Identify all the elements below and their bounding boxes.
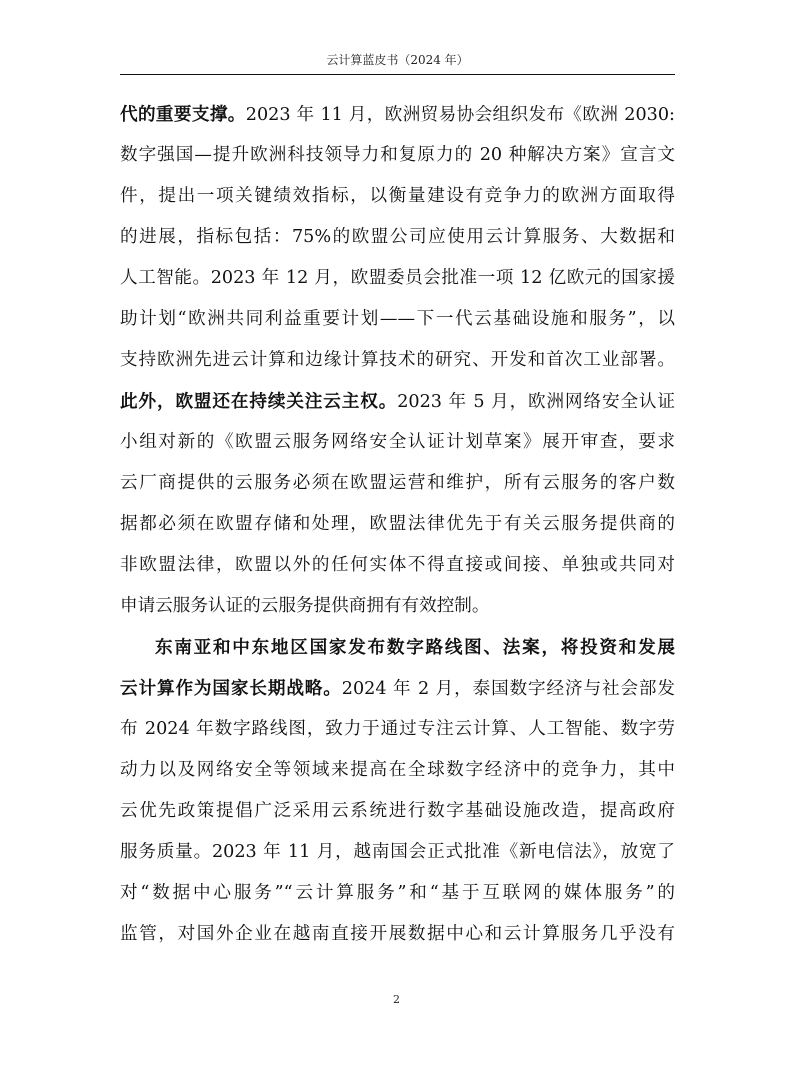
bold-lead: 此外，欧盟还在持续关注云主权。	[120, 391, 398, 412]
text-line	[120, 340, 675, 381]
text-line	[120, 463, 675, 504]
paragraph	[120, 94, 675, 627]
page-number: 2	[393, 993, 400, 1006]
bold-lead: 云计算作为国家长期战略。	[120, 678, 342, 699]
line-text: 2023 年 5 月，欧洲网络安全认证	[397, 392, 675, 412]
line-text: 申请云服务认证的云服务提供商拥有有效控制。	[120, 596, 490, 616]
text-line	[120, 381, 675, 422]
line-text: 件，提出一项关键绩效指标，以衡量建设有竞争力的欧洲方面取得	[120, 186, 675, 206]
line-text: 对“数据中心服务”“云计算服务”和“基于互联网的媒体服务”的	[120, 883, 675, 903]
text-line	[120, 217, 675, 258]
line-text: 人工智能。2023 年 12 月，欧盟委员会批准一项 12 亿欧元的国家援	[120, 268, 675, 288]
paragraph	[120, 627, 675, 955]
text-line	[120, 176, 675, 217]
line-text: 小组对新的《欧盟云服务网络安全认证计划草案》展开审查，要求	[120, 432, 675, 452]
text-line	[120, 668, 675, 709]
text-line	[120, 627, 675, 668]
bold-lead: 代的重要支撑。	[120, 104, 246, 125]
header-title: 云计算蓝皮书（2024 年）	[326, 53, 469, 67]
line-text: 服务质量。2023 年 11 月，越南国会正式批准《新电信法》，放宽了	[120, 842, 675, 862]
page-header	[120, 50, 675, 75]
text-line	[120, 586, 675, 627]
line-text: 非欧盟法律，欧盟以外的任何实体不得直接或间接、单独或共同对	[120, 555, 675, 575]
text-line	[120, 709, 675, 750]
text-line	[120, 791, 675, 832]
text-line	[120, 750, 675, 791]
text-line	[120, 94, 675, 135]
line-text: 动力以及网络安全等领域来提高在全球数字经济中的竞争力，其中	[120, 760, 675, 780]
line-text: 支持欧洲先进云计算和边缘计算技术的研究、开发和首次工业部署。	[120, 350, 675, 370]
text-line	[120, 422, 675, 463]
text-line	[120, 832, 675, 873]
text-line	[120, 914, 675, 955]
text-line	[120, 504, 675, 545]
line-text: 数字强国—提升欧洲科技领导力和复原力的 20 种解决方案》宣言文	[120, 145, 675, 165]
line-text: 据都必须在欧盟存储和处理，欧盟法律优先于有关云服务提供商的	[120, 514, 675, 534]
line-text: 布 2024 年数字路线图，致力于通过专注云计算、人工智能、数字劳	[120, 719, 675, 739]
document-body	[120, 94, 675, 955]
line-text: 云优先政策提倡广泛采用云系统进行数字基础设施改造，提高政府	[120, 801, 675, 821]
text-line	[120, 873, 675, 914]
line-text: 的进展，指标包括：75%的欧盟公司应使用云计算服务、大数据和	[120, 227, 675, 247]
text-line	[120, 135, 675, 176]
bold-lead: 东南亚和中东地区国家发布数字路线图、法案，将投资和发展	[155, 637, 675, 658]
line-text: 云厂商提供的云服务必须在欧盟运营和维护，所有云服务的客户数	[120, 473, 675, 493]
text-line	[120, 258, 675, 299]
text-line	[120, 545, 675, 586]
line-text: 2023 年 11 月，欧洲贸易协会组织发布《欧洲 2030:	[245, 105, 675, 125]
line-text: 2024 年 2 月，泰国数字经济与社会部发	[341, 679, 675, 699]
line-text: 监管，对国外企业在越南直接开展数据中心和云计算服务几乎没有	[120, 924, 675, 944]
text-line	[120, 299, 675, 340]
line-text: 助计划“欧洲共同利益重要计划——下一代云基础设施和服务”，以	[120, 309, 675, 329]
